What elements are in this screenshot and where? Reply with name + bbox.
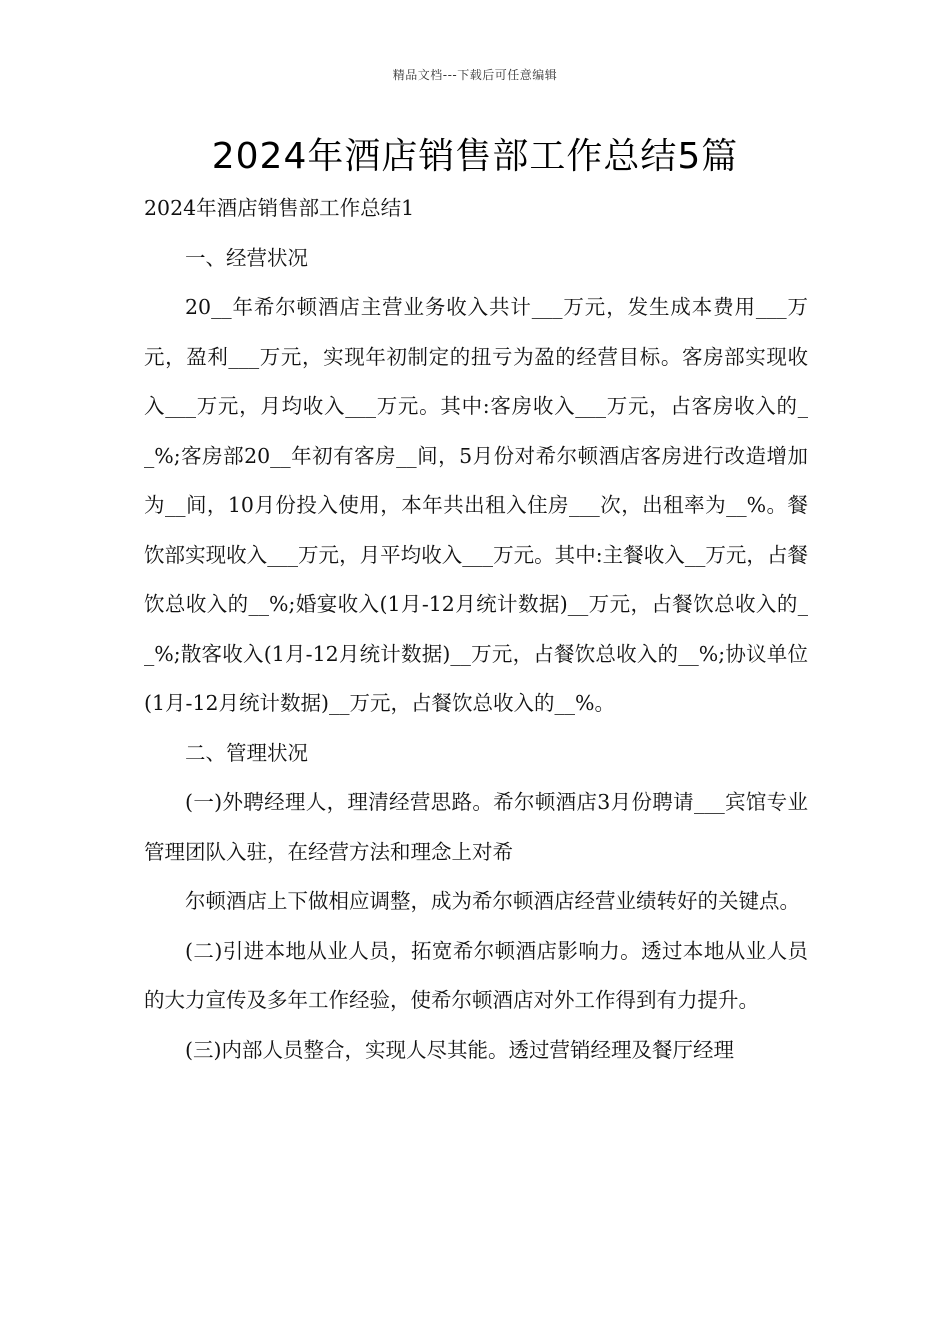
section-subtitle: 2024年酒店销售部工作总结1 [144, 196, 415, 220]
paragraph-management-1: (一)外聘经理人，理清经营思路。希尔顿酒店3月份聘请___宾馆专业管理团队入驻，在经营方法和理念上对希 [144, 790, 808, 864]
document-body [144, 184, 808, 1075]
section-heading-management: 二、管理状况 [185, 740, 308, 765]
document-title: 2024年酒店销售部工作总结5篇 [211, 136, 739, 177]
paragraph-management-3: (三)内部人员整合，实现人尽其能。透过营销经理及餐厅经理 [185, 1037, 734, 1062]
header-note: 精品文档---下载后可任意编辑 [392, 68, 558, 82]
section-heading-operations: 一、经营状况 [185, 245, 308, 270]
paragraph-management-1-cont: 尔顿酒店上下做相应调整，成为希尔顿酒店经营业绩转好的关键点。 [185, 889, 800, 913]
paragraph-operations: 20__年希尔顿酒店主营业务收入共计___万元，发生成本费用___万元，盈利___万元，实现年初制定的扭亏为盈的经营目标。客房部实现收入___万元，月均收入___万元。其中:客房收入___万元，占客房收入的__%;客房部20__年初有客房__间，5月份对希尔顿酒店客房进行改造增加为__间，10月份投入使用，本年共出租入住房___次，出租率为__%。餐饮部实现收入___万元，月平均收入___万元。其中:主餐收入__万元，占餐饮总收入的__%;婚宴收入(1月-12月统计数据)__万元，占餐饮总收入的__%;散客收入(1月-12月统计数据)__万元，占餐饮总收入的__%;协议单位(1月-12月统计数据)__万元，占餐饮总收入的__%。 [144, 295, 808, 715]
paragraph-management-2: (二)引进本地从业人员，拓宽希尔顿酒店影响力。透过本地从业人员的大力宣传及多年工作经验，使希尔顿酒店对外工作得到有力提升。 [144, 938, 808, 1012]
